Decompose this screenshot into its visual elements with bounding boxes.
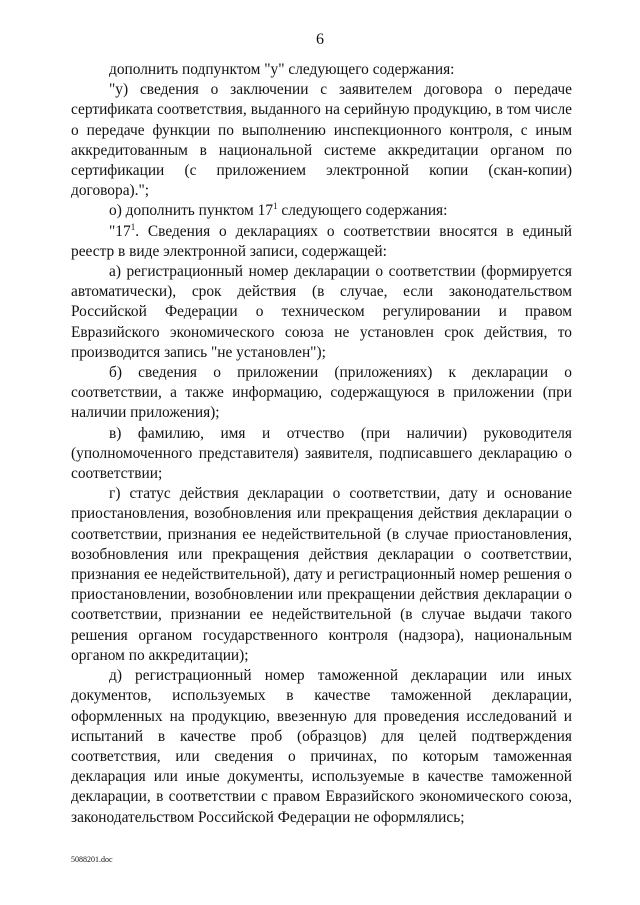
document-body	[71, 60, 572, 828]
paragraph-item-o-text: о) дополнить пунктом 17	[109, 202, 274, 220]
paragraph-item-o-text-end: следующего содержания:	[277, 202, 448, 220]
paragraph-subitem-a: а) регистрационный номер декларации о соответствии (формируется автоматически), срок действия (в случае, если законодательством Российской Федерации о техническом регулировании и правом Евразийского экономического союза не установлен срок действия, то производится запись "не установлен");	[71, 263, 572, 361]
superscript-one: 1	[273, 201, 278, 212]
paragraph-subitem-b: б) сведения о приложении (приложениях) к декларации о соответствии, а также информацию, содержащуюся в приложении (при наличии приложения);	[71, 364, 572, 422]
superscript-one: 1	[130, 221, 136, 232]
paragraph-subitem-g: г) статус действия декларации о соответствии, дату и основание приостановления, возобновления или прекращения действия декларации о соответствии, признания ее недействительной (в случае приостановления, возобновления или прекращения действия декларации о соответствии, признания ее недействительной), дату и регистрационный номер решения о приостановлении, возобновлении или прекращении действия декларации о соответствии, признании ее недействительной (в случае выдачи такого решения органом государственного контроля (надзора), национальным органом по аккредитации);	[71, 485, 572, 664]
paragraph-item-o	[71, 201, 572, 221]
paragraph-add-subitem-u: дополнить подпунктом "у" следующего содержания:	[109, 61, 455, 78]
paragraph-subitem-d: д) регистрационный номер таможенной декларации или иных документов, используемых в качестве таможенной декларации, оформленных на продукцию, ввезенную для проведения исследований и испытаний в качестве проб (образцов) для целей подтверждения соответствия, или сведения о причинах, по которым таможенная декларация или иные документы, используемые в качестве таможенной декларации, в соответствии с правом Евразийского экономического союза, законодательством Российской Федерации не оформлялись;	[71, 667, 572, 826]
paragraph-subitem-v: в) фамилию, имя и отчество (при наличии) руководителя (уполномоченного представителя) заявителя, подписавшего декларацию о соответствии;	[71, 424, 572, 483]
paragraph-point-17-1-text: . Сведения о декларациях о соответствии вносятся в единый реестр в виде электронной записи, содержащей:	[71, 222, 572, 260]
paragraph-point-17-1	[71, 222, 572, 262]
document-file-code: 5088201.doc	[71, 855, 113, 864]
paragraph-point-17-1-number: "17	[109, 222, 131, 240]
page-number: 6	[316, 31, 324, 48]
paragraph-subitem-u: "у) сведения о заключении с заявителем договора о передаче сертификата соответствия, выданного на серийную продукцию, в том числе о передаче функции по выполнению инспекционного контроля, с иным аккредитованным в национальной системе аккредитации органом по сертификации (с приложением электронной копии (скан-копии) договора).";	[71, 81, 572, 200]
